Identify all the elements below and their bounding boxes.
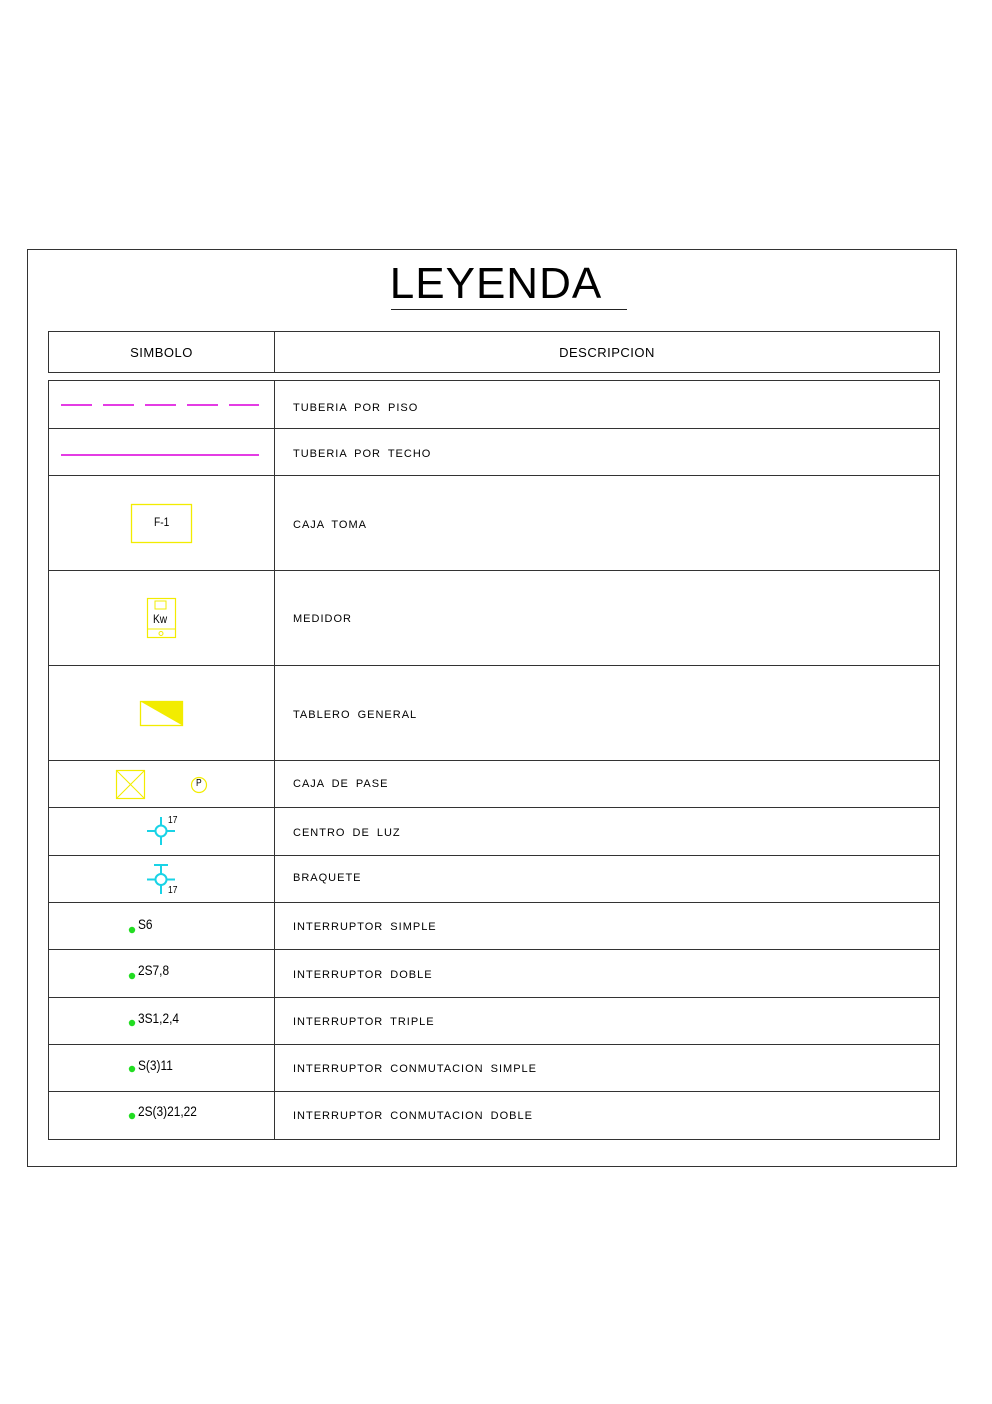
switch-label: S(3)11 [138, 1057, 173, 1073]
row-separator [49, 1091, 939, 1092]
switch-label: S6 [138, 916, 153, 932]
row-separator [49, 997, 939, 998]
row-description: INTERRUPTOR CONMUTACION DOBLE [293, 1110, 533, 1122]
legend-header [48, 331, 940, 373]
switch-label: 2S7,8 [138, 962, 170, 978]
legend-title: LEYENDA [389, 259, 603, 308]
caja-toma-label: F-1 [154, 515, 170, 529]
row-separator [49, 428, 939, 429]
row-separator [49, 760, 939, 761]
row-separator [49, 807, 939, 808]
green-dot-icon [128, 1112, 136, 1120]
row-description: INTERRUPTOR TRIPLE [293, 1016, 435, 1028]
green-dot-icon [128, 1065, 136, 1073]
green-dot-icon [128, 926, 136, 934]
title-underline [391, 309, 627, 310]
legend-table [48, 380, 940, 1140]
switch-label: 3S1,2,4 [138, 1010, 180, 1026]
centro-luz-label: 17 [168, 815, 178, 826]
green-dot-icon [128, 972, 136, 980]
row-separator [49, 1044, 939, 1045]
row-separator [49, 855, 939, 856]
row-separator [49, 665, 939, 666]
pase-label: P [196, 778, 202, 789]
switch-label: 2S(3)21,22 [138, 1103, 197, 1119]
row-description: TABLERO GENERAL [293, 709, 418, 721]
medidor-label: Kw [153, 612, 168, 626]
caja-pase-icon [116, 770, 146, 800]
header-symbol: SIMBOLO [130, 345, 193, 360]
green-dot-icon [128, 1019, 136, 1027]
row-description: TUBERIA POR PISO [293, 402, 419, 414]
row-description: INTERRUPTOR CONMUTACION SIMPLE [293, 1063, 537, 1075]
row-description: MEDIDOR [293, 613, 352, 625]
row-description: INTERRUPTOR SIMPLE [293, 921, 437, 933]
row-description: CAJA DE PASE [293, 778, 389, 790]
solid-magenta-line-icon [59, 449, 259, 461]
row-description: TUBERIA POR TECHO [293, 448, 432, 460]
braquete-label: 17 [168, 885, 178, 896]
row-description: INTERRUPTOR DOBLE [293, 969, 433, 981]
row-separator [49, 949, 939, 950]
header-description: DESCRIPCION [559, 345, 655, 360]
dashed-magenta-line-icon [59, 399, 259, 411]
row-description: CENTRO DE LUZ [293, 827, 401, 839]
row-separator [49, 475, 939, 476]
row-description: CAJA TOMA [293, 519, 367, 531]
row-separator [49, 570, 939, 571]
row-description: BRAQUETE [293, 872, 362, 884]
tablero-icon [140, 701, 184, 727]
row-separator [49, 902, 939, 903]
